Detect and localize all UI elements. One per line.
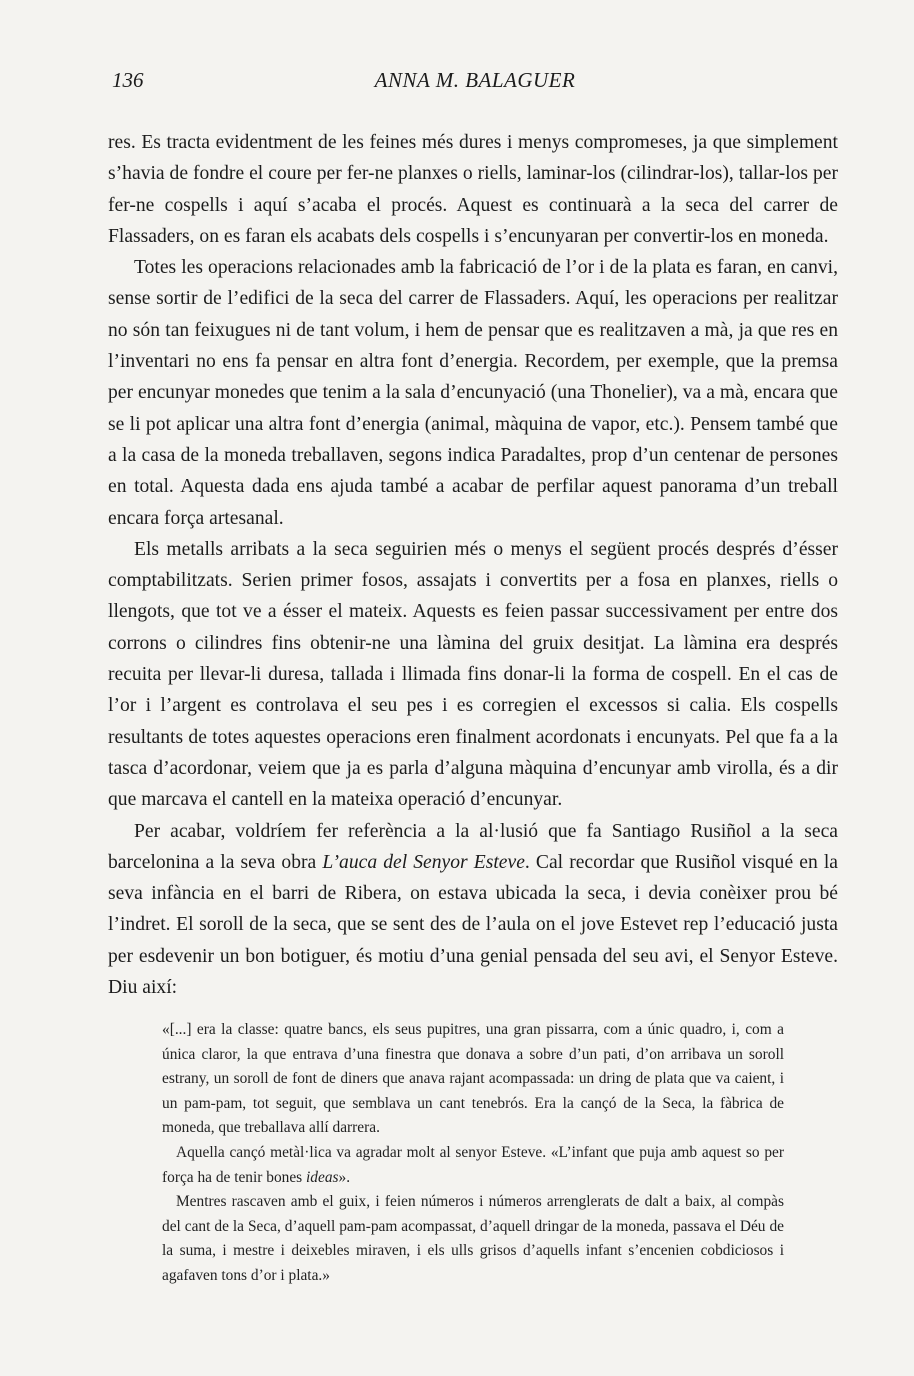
main-text: [108, 127, 838, 1003]
running-head: ANNA M. BALAGUER: [374, 68, 576, 92]
page-number: 136: [112, 68, 144, 92]
book-title: L’auca del Senyor Esteve: [322, 851, 525, 873]
quote-paragraph-3: Mentres rascaven amb el guix, i feien números i números arrenglerats de dalt a baix, al compàs del cant de la Seca, d’aquell pam-pam acompassat, d’aquell dringar de la moneda, passava el Déu de la suma, i mestre i deixebles miraven, i els ulls grisos d’aquells infant s’encenien cobdiciosos i agafaven tons d’or i plata.»: [162, 1193, 784, 1284]
paragraph-2: Totes les operacions relacionades amb la fabricació de l’or i de la plata es faran, en canvi, sense sortir de l’edifici de la seca del carrer de Flassaders. Aquí, les operacions per realitzar no són tan feixugues ni de tant volum, i hem de pensar que es realitzaven a mà, ja que res en l’inventari no ens fa pensar en altra font d’energia. Recordem, per exemple, que la premsa per encunyar monedes que tenim a la sala d’encunyació (una Thonelier), va a mà, encara que se li pot aplicar una altra font d’energia (animal, màquina de vapor, etc.). Pensem també que a la casa de la moneda treballaven, segons indica Paradaltes, prop d’un centenar de persones en total. Aquesta dada ens ajuda també a acabar de perfilar aquest panorama d’un treball encara força artesanal.: [108, 257, 838, 529]
paragraph-4: [108, 816, 838, 1004]
quote-2-start: Aquella cançó metàl·lica va agradar molt al senyor Esteve. «L’infant que puja amb aquest so per força ha de tenir bones: [162, 1143, 784, 1186]
page-header: [112, 68, 838, 98]
quote-italic-word: ideas: [306, 1168, 339, 1186]
paragraph-1: res. Es tracta evidentment de les feines més dures i menys compromeses, ja que simplement s’havia de fondre el coure per fer-ne planxes o riells, laminar-los (cilindrar-los), tallar-los per fer-ne cospells i aquí s’acaba el procés. Aquest es continuarà a la seca del carrer de Flassaders, on es faran els acabats dels cospells i s’encunyaran per convertir-los en moneda.: [108, 132, 838, 247]
paragraph-4-start: Per acabar, voldríem fer referència a la al·lusió que fa Santiago Rusiñol a la seca barcelonina a la seva obra: [108, 820, 838, 873]
block-quote: [162, 1018, 784, 1289]
quote-2-end: ».: [338, 1168, 351, 1186]
paragraph-3: Els metalls arribats a la seca seguirien més o menys el següent procés després d’ésser comptabilitzats. Serien primer fosos, assajats i convertits per a fosa en planxes, riells o llengots, que tot ve a ésser el mateix. Aquests es feien passar successivament per entre dos corrons o cilindres fins obtenir-ne una làmina del gruix desitjat. La làmina era després recuita per llevar-li duresa, tallada i llimada fins donar-li la forma de cospell. En el cas de l’or i l’argent es controlava el seu pes i es corregien el excessos si calia. Els cospells resultants de totes aquestes operacions eren finalment acordonats i encunyats. Pel que fa a la tasca d’acordonar, veiem que ja es parla d’alguna màquina d’encunyar amb virolla, és a dir que marcava el cantell en la mateixa operació d’encunyar.: [108, 538, 838, 811]
quote-paragraph-2: [162, 1141, 784, 1190]
paragraph-4-end: . Cal recordar que Rusiñol visqué en la seva infància en el barri de Ribera, on estava ubicada la seca, i devia conèixer prou bé l’indret. El soroll de la seca, que se sent des de l’aula on el jove Estevet rep l’educació justa per esdevenir un bon botiguer, és motiu d’una genial pensada del seu avi, el Senyor Esteve. Diu així:: [108, 851, 838, 999]
quote-paragraph-1: «[...] era la classe: quatre bancs, els seus pupitres, una gran pissarra, com a únic quadro, i, com a única claror, la que entrava d’una finestra que donava a sobre d’un pati, d’on arribava un soroll estrany, un soroll de font de diners que anava rajant acompassada: un dring de plata que va caient, i un pam-pam, tot seguit, que semblava un cant tenebrós. Era la cançó de la Seca, la fàbrica de moneda, que treballava allí darrera.: [162, 1021, 784, 1137]
